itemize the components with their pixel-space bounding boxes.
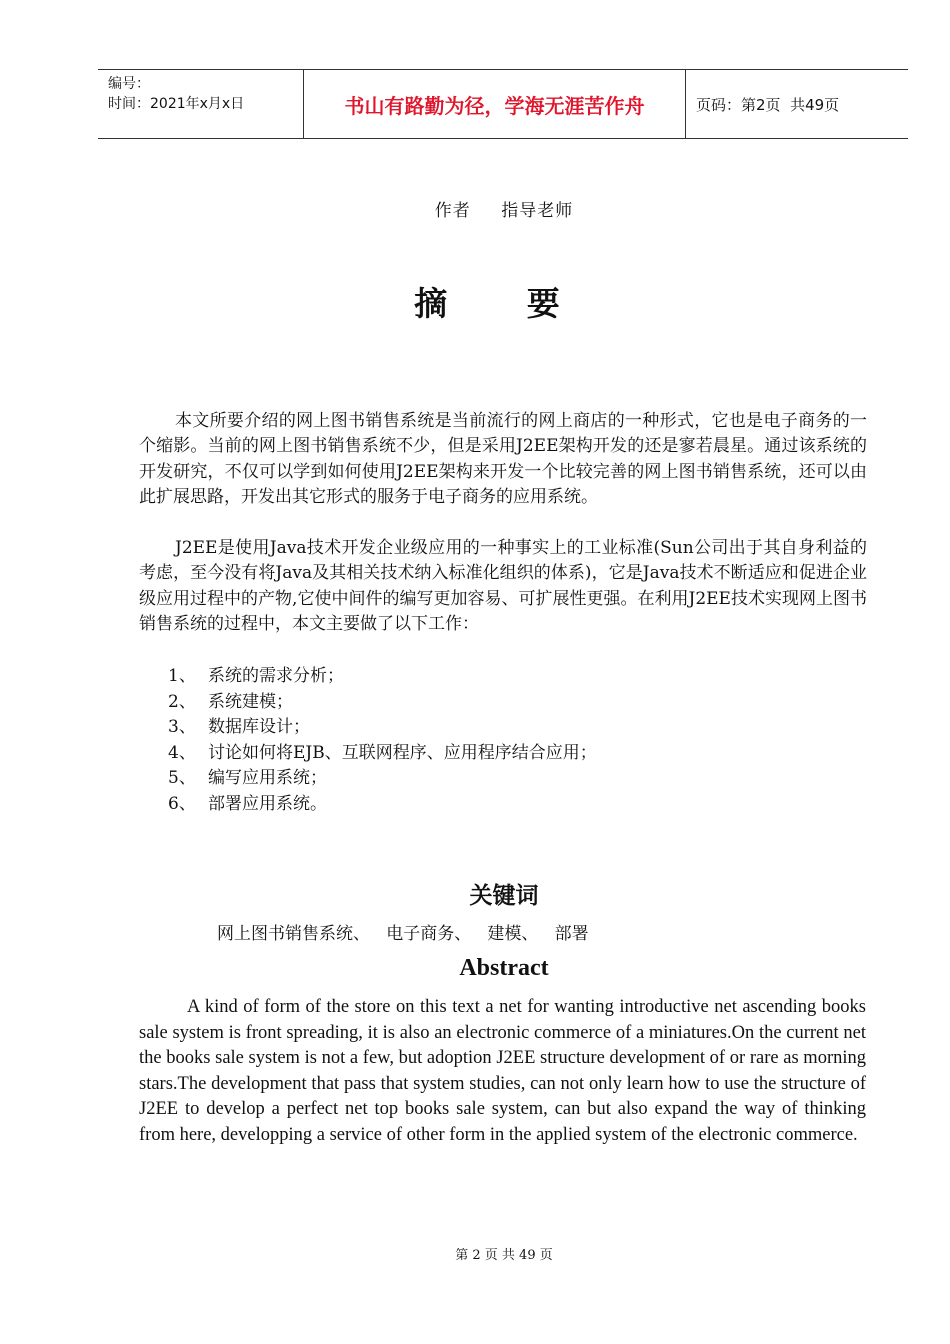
header-meta (98, 70, 304, 138)
time-label: 时间：2021年x月x日 (108, 96, 245, 112)
abstract-paragraph-2: J2EE是使用Java技术开发企业级应用的一种事实上的工业标准(Sun公司出于其自身利益的考虑，至今没有将Java及其相关技术纳入标准化组织的体系)，它是Java技术不断适应和促进企业级应用过程中的产物,它使中间件的编写更加容易、可扩展性更强。在利用J2EE技术实现网上图书销售系统的过程中，本文主要做了以下工作： (139, 538, 867, 634)
page-header (98, 69, 908, 139)
abstract-title-en: Abstract (459, 955, 549, 981)
keywords-title: 关键词 (469, 883, 539, 909)
list-item-number: 1、 (168, 666, 196, 686)
number-label: 编号： (108, 76, 150, 92)
list-item-text: 系统的需求分析； (208, 666, 344, 686)
work-list (168, 664, 597, 818)
list-item (168, 664, 597, 690)
list-item (168, 690, 597, 716)
page-footer: 第 2 页 共 49 页 (455, 1248, 553, 1263)
list-item-text: 讨论如何将EJB、互联网程序、应用程序结合应用； (208, 742, 597, 763)
page-info-text: 页码：第2页 共49页 (696, 95, 840, 114)
abstract-title-cn: 摘 要 (414, 284, 594, 323)
list-item (168, 741, 597, 767)
abstract-paragraph-1: 本文所要介绍的网上图书销售系统是当前流行的网上商店的一种形式，它也是电子商务的一个缩影。当前的网上图书销售系统不少，但是采用J2EE架构开发的还是寥若晨星。通过该系统的开发研究，不仅可以学到如何使用J2EE架构来开发一个比较完善的网上图书销售系统，还可以由此扩展思路，开发出其它形式的服务于电子商务的应用系统。 (139, 411, 867, 507)
list-item-number: 4、 (168, 742, 196, 763)
list-item-number: 2、 (168, 691, 196, 712)
header-page-info (686, 70, 908, 138)
advisor-label: 指导老师 (501, 201, 574, 221)
list-item-number: 3、 (168, 717, 196, 738)
list-item-text: 部署应用系统。 (208, 793, 327, 814)
list-item (168, 792, 597, 818)
list-item-number: 5、 (168, 768, 196, 789)
abstract-body-en: A kind of form of the store on this text a net for wanting introductive net ascending books sale system is front spreading, it is also an electronic commerce of a miniatures.On the current net the books sale system is not a few, but adoption J2EE structure development of or rare as morning stars.The development that pass that system studies, can not only learn how to use the structure of J2EE to develop a perfect net top books sale system, can but also expand the way of thinking from here, developping a service of other form in the applied system of the electronic commerce. (139, 997, 866, 1145)
list-item-text: 编写应用系统； (208, 768, 327, 789)
header-motto: 书山有路勤为径，学海无涯苦作舟 (304, 70, 686, 138)
list-item-text: 系统建模； (208, 691, 293, 712)
keywords-line: 网上图书销售系统、 电子商务、 建模、 部署 (217, 924, 589, 944)
byline (0, 196, 950, 221)
list-item (168, 766, 597, 792)
author-label: 作者 (434, 201, 471, 221)
list-item-text: 数据库设计； (208, 717, 310, 738)
list-item (168, 715, 597, 741)
list-item-number: 6、 (168, 793, 196, 814)
